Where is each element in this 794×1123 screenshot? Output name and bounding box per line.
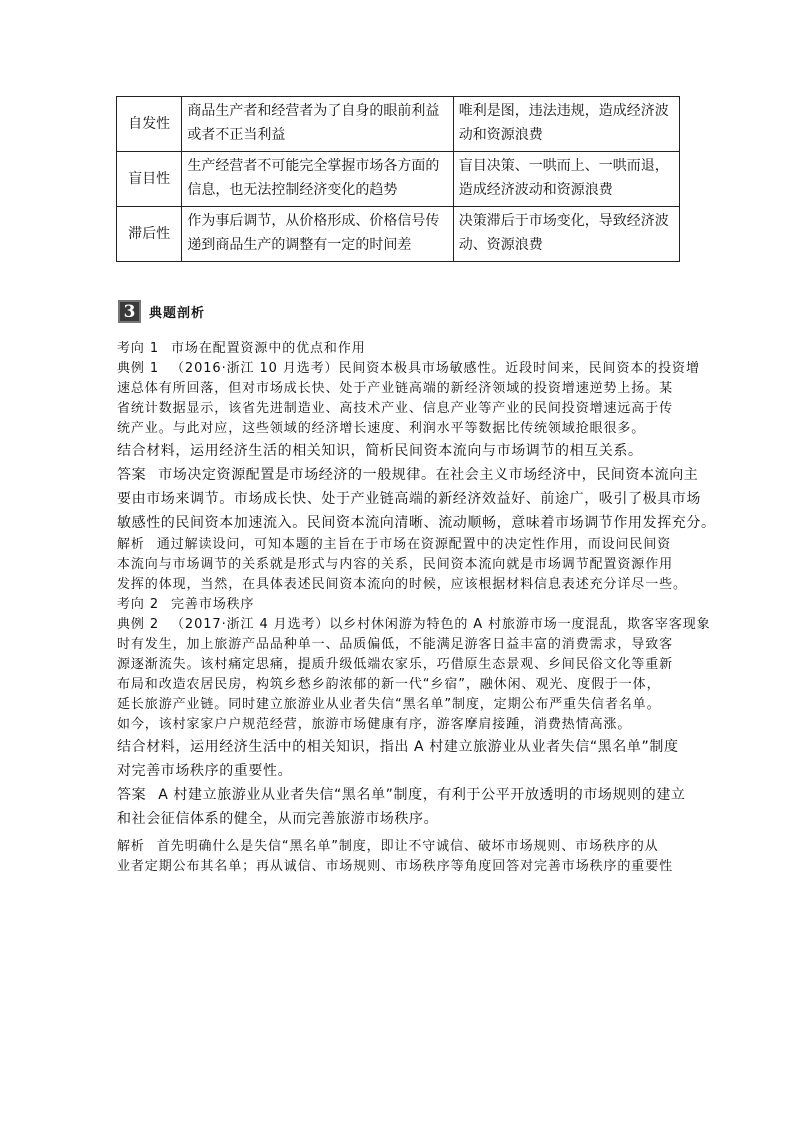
example-2-line: 源逐渐流失。该村痛定思痛，提质升级低端农家乐，巧借原生态景观、乡间民俗文化等重新 — [117, 657, 674, 672]
example-2-answer-line: 答案 A 村建立旅游业从业者失信“黑名单”制度，有利于公平开放透明的市场规则的建立 — [117, 787, 686, 803]
main-content — [117, 339, 716, 877]
example-1-analysis-line: 发挥的体现，当然，在具体表述民间资本流向的时候，应该根据材料信息表述充分详尽一些。 — [117, 577, 687, 592]
example-2-analysis-line: 业者定期公布其名单；再从诚信、市场规则、市场秩序等角度回答对完善市场秩序的重要性 — [117, 859, 674, 874]
example-1-line: 速总体有所回落，但对市场成长快、处于产业链高端的新经济领域的投资增速逆势上扬。某 — [117, 381, 674, 396]
example-1-line: 省统计数据显示，该省先进制造业、高技术产业、信息产业等产业的民间投资增速远高于传 — [117, 401, 674, 416]
row-description: 商品生产者和经营者为了自身的眼前利益 或者不正当利益 — [182, 97, 453, 152]
example-1-question: 结合材料，运用经济生活的相关知识，简析民间资本流向与市场调节的相互关系。 — [117, 443, 643, 459]
answer-label: 答案 — [117, 467, 147, 483]
table-row — [117, 152, 680, 207]
row-name: 自发性 — [117, 97, 182, 152]
table-row — [117, 97, 680, 152]
row-effect: 盲目决策、一哄而上、一哄而退， 造成经济波动和资源浪费 — [453, 152, 679, 207]
kaoxiang-1-heading: 考向 1 市场在配置资源中的优点和作用 — [117, 341, 366, 356]
example-1-line: 统产业。与此对应，这些领域的经济增长速度、利润水平等数据比传统领域抢眼很多。 — [117, 421, 646, 436]
row-description: 作为事后调节，从价格形成、价格信号传 递到商品生产的调整有一定的时间差 — [182, 207, 453, 262]
row-name: 盲目性 — [117, 152, 182, 207]
market-defects-table — [116, 96, 680, 262]
analysis-label: 解析 — [117, 839, 145, 854]
answer-label: 答案 — [117, 787, 147, 803]
section-number-icon: 3 — [118, 300, 141, 323]
example-2-answer-line: 和社会征信体系的健全，从而完善旅游市场秩序。 — [117, 811, 439, 827]
example-2-question: 对完善市场秩序的重要性。 — [117, 763, 293, 779]
row-effect: 决策滞后于市场变化，导致经济波 动、资源浪费 — [453, 207, 679, 262]
table-row — [117, 207, 680, 262]
example-2-line: 时有发生，加上旅游产品品种单一、品质偏低，不能满足游客日益丰富的消费需求，导致客 — [117, 637, 674, 652]
example-1-analysis-line: 解析 通过解读设问，可知本题的主旨在于市场在资源配置中的决定性作用，而设问民间资 — [117, 537, 672, 552]
row-name: 滞后性 — [117, 207, 182, 262]
example-2-line: 如今，该村家家户户规范经营，旅游市场健康有序，游客摩肩接踵，消费热情高涨。 — [117, 717, 632, 732]
example-2-line: 延长旅游产业链。同时建立旅游业从业者失信“黑名单”制度，定期公布严重失信者名单。 — [117, 697, 661, 712]
row-effect: 唯利是图，违法违规，造成经济波 动和资源浪费 — [453, 97, 679, 152]
example-2-line: 典例 2 （2017·浙江 4 月选考）以乡村休闲游为特色的 A 村旅游市场一度混乱，欺客宰客现象 — [117, 617, 711, 632]
section-title: 典题剖析 — [149, 306, 206, 321]
example-2-analysis-line: 解析 首先明确什么是失信“黑名单”制度，即让不守诚信、破坏市场规则、市场秩序的从 — [117, 839, 659, 854]
example-2-line: 布局和改造农居民房，构筑乡愁乡韵浓郁的新一代“乡宿”，融休闲、观光、度假于一体， — [117, 677, 661, 692]
example-1-line: 典例 1 （2016·浙江 10 月选考）民间资本极具市场敏感性。近段时间来，民间资本的投资增 — [117, 361, 700, 376]
example-1-label: 典例 1 — [117, 361, 160, 376]
example-1-answer-line: 答案 市场决定资源配置是市场经济的一般规律。在社会主义市场经济中，民间资本流向主 — [117, 467, 699, 483]
example-2-question: 结合材料，运用经济生活中的相关知识，指出 A 村建立旅游业从业者失信“黑名单”制度 — [117, 739, 679, 755]
example-1-analysis-line: 本流向与市场调节的关系就是形式与内容的关系，民间资本流向就是市场调节配置资源作用 — [117, 557, 674, 572]
kaoxiang-2-heading: 考向 2 完善市场秩序 — [117, 597, 255, 612]
example-1-answer-line: 敏感性的民间资本加速流入。民间资本流向清晰、流动顺畅，意味着市场调节作用发挥充分。 — [117, 515, 716, 531]
section-header — [118, 300, 205, 323]
row-description: 生产经营者不可能完全掌握市场各方面的 信息，也无法控制经济变化的趋势 — [182, 152, 453, 207]
example-1-answer-line: 要由市场来调节。市场成长快、处于产业链高端的新经济效益好、前途广，吸引了极具市场 — [117, 491, 701, 507]
example-2-label: 典例 2 — [117, 617, 160, 632]
analysis-label: 解析 — [117, 537, 145, 552]
